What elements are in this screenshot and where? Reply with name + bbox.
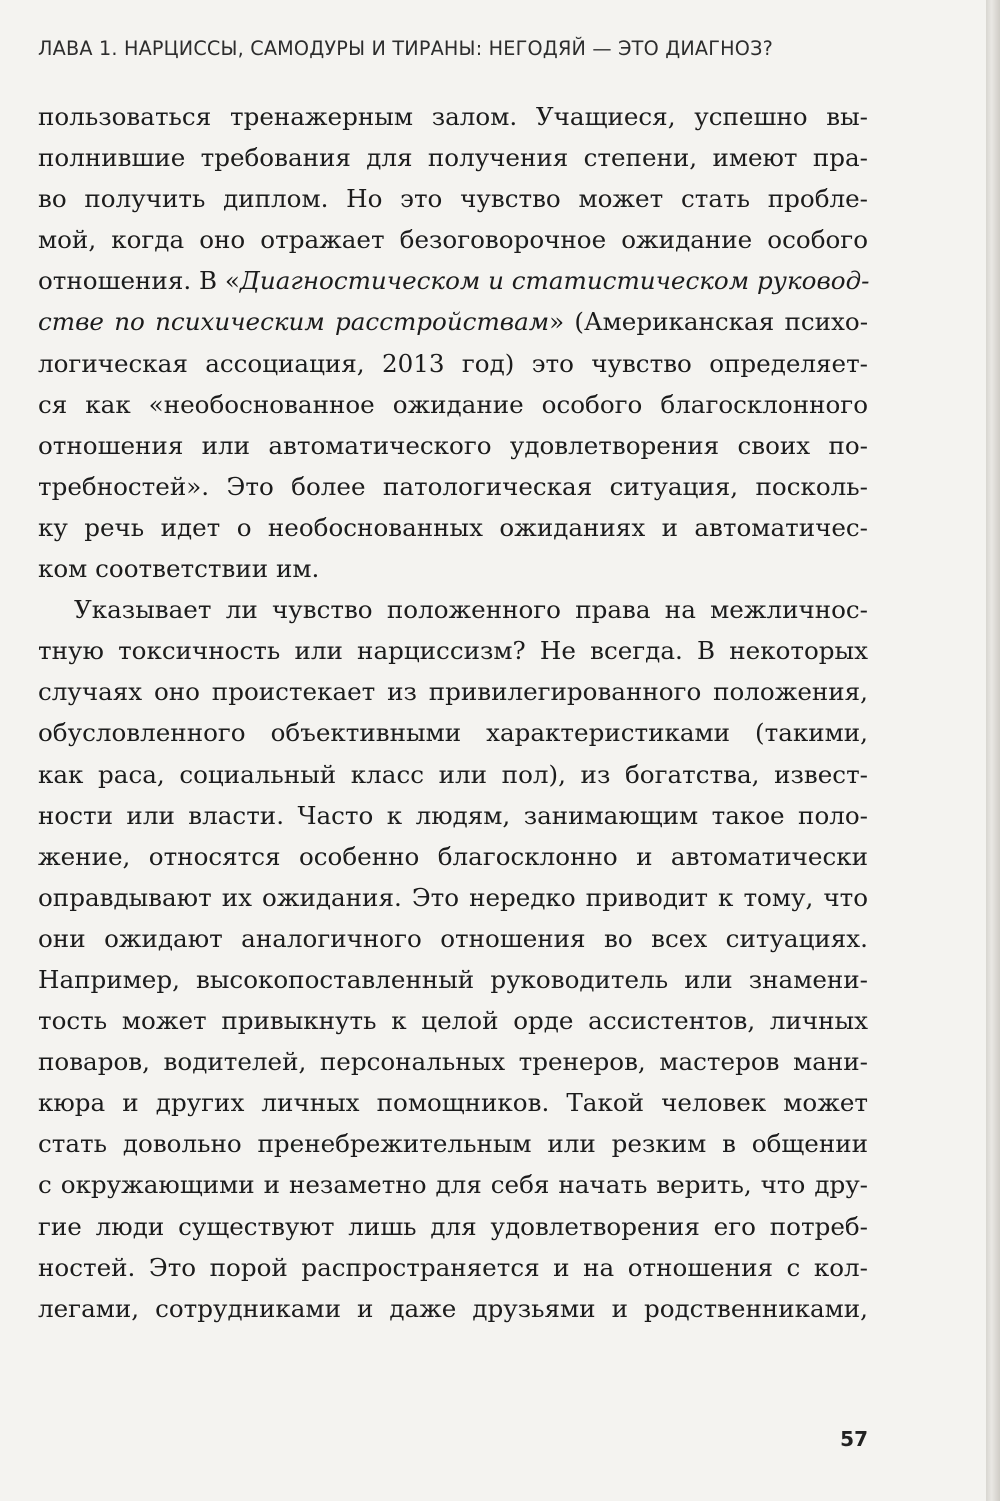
text-line: оправдывают их ожидания. Это нередко приводит к тому, что xyxy=(38,882,868,912)
text-line: с окружающими и незаметно для себя начать верить, что дру- xyxy=(38,1170,868,1200)
text-line: обусловленного объективными характеристиками (такими, xyxy=(38,718,868,748)
text-line: тость может привыкнуть к целой орде ассистентов, личных xyxy=(38,1006,868,1036)
text-line: гие люди существуют лишь для удовлетворения его потреб- xyxy=(38,1211,868,1241)
page-number: 57 xyxy=(840,1427,868,1451)
text-line: пользоваться тренажерным залом. Учащиеся, успешно вы- xyxy=(38,102,868,131)
text-line: логическая ассоциация, 2013 год) это чувство определяет- xyxy=(38,348,868,378)
text-line: отношения или автоматического удовлетворения своих по- xyxy=(38,430,868,460)
text-line: кюра и других личных помощников. Такой человек может xyxy=(38,1088,868,1118)
text-line: во получить диплом. Но это чувство может стать пробле- xyxy=(38,184,868,214)
text-line: они ожидают аналогичного отношения во всех ситуациях. xyxy=(38,923,868,953)
text-line: ку речь идет о необоснованных ожиданиях и автоматичес- xyxy=(38,512,868,542)
text-line: легами, сотрудниками и даже друзьями и родственниками, xyxy=(38,1293,868,1323)
text-line: ностей. Это порой распространяется и на отношения с кол- xyxy=(38,1252,868,1282)
text-line: требностей». Это более патологическая ситуация, посколь- xyxy=(38,471,868,501)
italic-title-segment: стве по психическим расстройствам xyxy=(38,307,550,337)
text-line: ся как «необоснованное ожидание особого благосклонного xyxy=(38,389,868,419)
text-line: жение, относятся особенно благосклонно и автоматически xyxy=(38,841,868,871)
text-line: ком соответствии им. xyxy=(38,554,320,584)
page-edge xyxy=(986,0,1000,1501)
running-head: ЛАВА 1. НАРЦИССЫ, САМОДУРЫ И ТИРАНЫ: НЕГОДЯЙ — ЭТО ДИАГНОЗ? xyxy=(38,37,773,60)
text-line: стать довольно пренебрежительным или резким в общении xyxy=(38,1129,868,1159)
text-line xyxy=(38,260,868,301)
body-text xyxy=(38,96,868,1329)
text-line xyxy=(38,301,868,342)
text-line: поваров, водителей, персональных тренеров, мастеров мани- xyxy=(38,1047,868,1077)
italic-title-segment: Диагностическом и статистическом руковод- xyxy=(239,266,870,296)
text-line: Указывает ли чувство положенного права на межличнос- xyxy=(74,595,868,625)
text-segment: » (Американская психо- xyxy=(549,307,869,337)
text-line: полнившие требования для получения степени, имеют пра- xyxy=(38,143,868,173)
text-line: ности или власти. Часто к людям, занимающим такое поло- xyxy=(38,800,868,830)
text-line: Например, высокопоставленный руководитель или знамени- xyxy=(38,964,868,994)
text-line: тную токсичность или нарциссизм? Не всегда. В некоторых xyxy=(38,636,868,666)
text-segment: отношения. В « xyxy=(38,266,240,296)
text-line: как раса, социальный класс или пол), из богатства, извест- xyxy=(38,759,868,789)
text-line: случаях оно проистекает из привилегированного положения, xyxy=(38,677,868,707)
text-line: мой, когда оно отражает безоговорочное ожидание особого xyxy=(38,225,868,255)
